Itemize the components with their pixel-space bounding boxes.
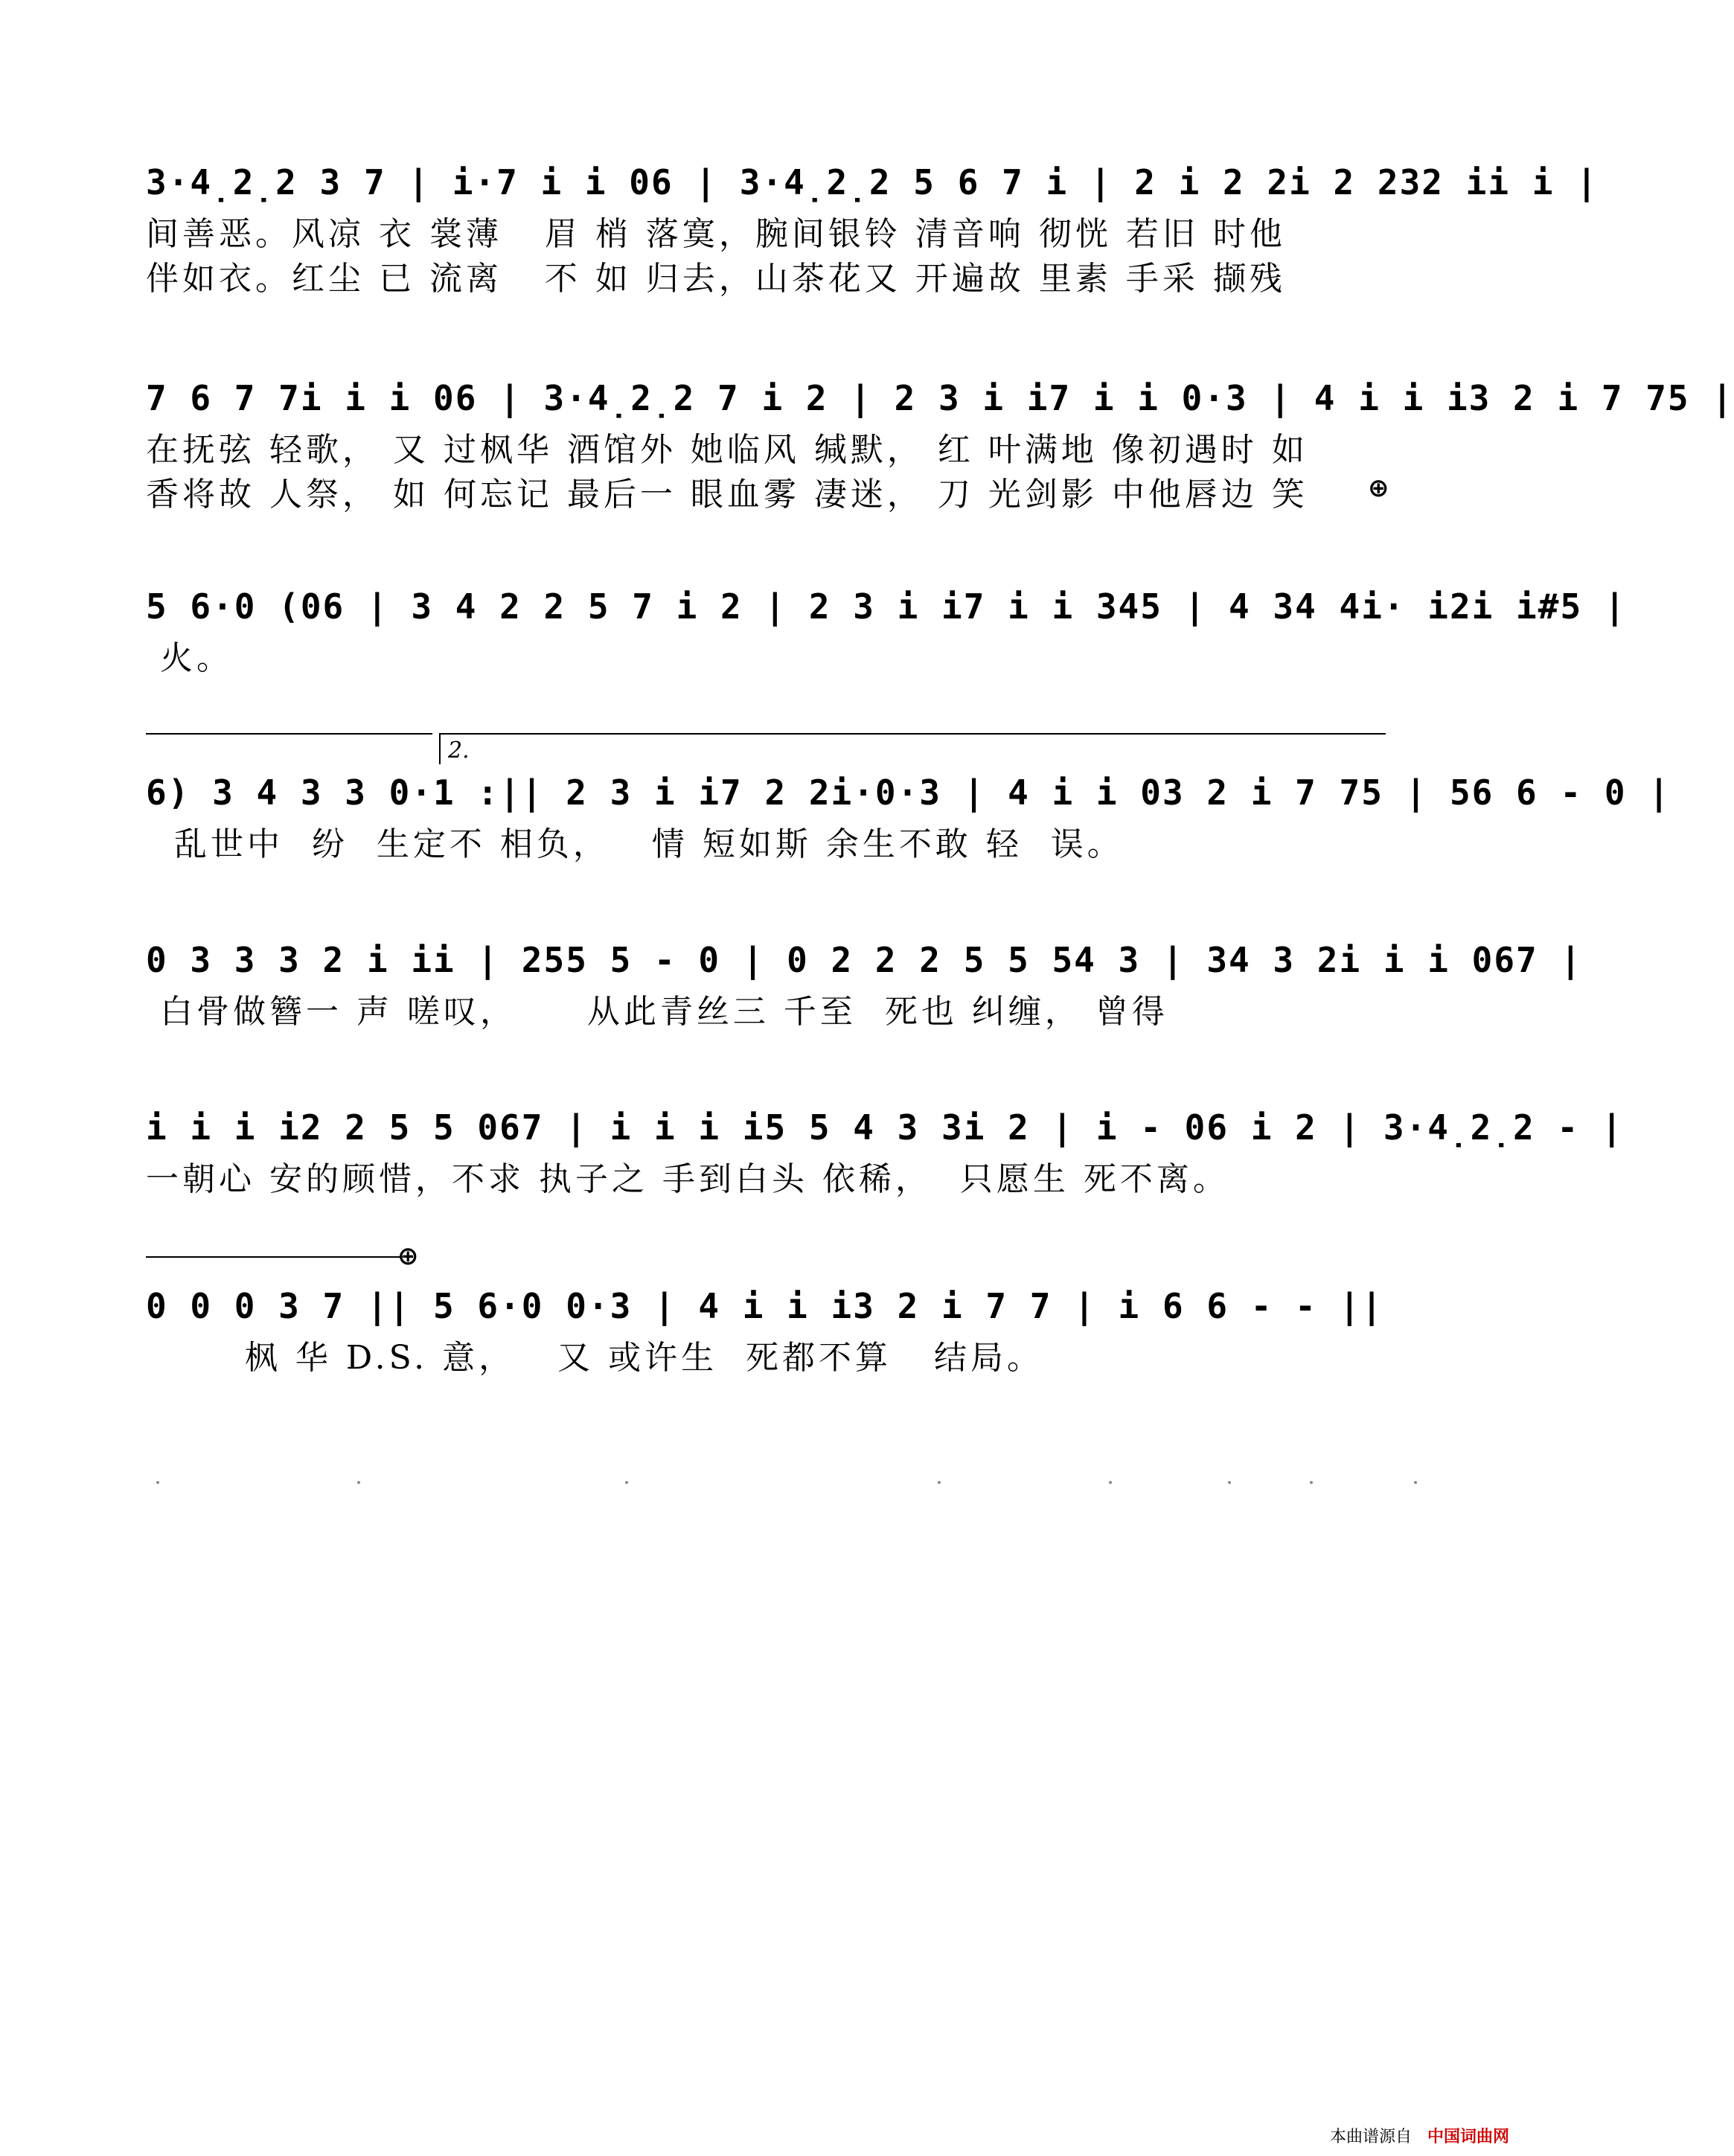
lyric-line-1: 间善恶。风凉 衣 裳薄 眉 梢 落寞，腕间银铃 清音响 彻恍 若旧 时他 [146, 215, 1286, 253]
scan-dots [149, 1481, 1377, 1485]
volta-label: 2. [448, 738, 470, 764]
notation-line: i i i i2 2 5 5 067 | i i i i5 5 4 3 3i 2 | i - 06 i 2 | 3·4̣2̣2 - | [146, 1107, 1624, 1148]
lyric-line-1: 枫 华 D.S. 意， 又 或许生 死都不算 结局。 [146, 1339, 1043, 1377]
notation-line: 3·4̣2̣2 3 7 | i·7 i i 06 | 3·4̣2̣2 5 6 7 i | 2 i 2 2i 2 232 ii i | [146, 162, 1599, 202]
footer-credit [1330, 2126, 1509, 2149]
lyric-line-2: 伴如衣。红尘 已 流离 不 如 归去，山茶花又 开遍故 里素 手采 撷残 [146, 260, 1286, 298]
staff-rule [146, 1256, 403, 1258]
coda-icon: ⊕ [397, 1241, 419, 1271]
volta-bracket [439, 733, 1386, 764]
notation-line: 0 3 3 3 2 i ii | 255 5 - 0 | 0 2 2 2 5 5 54 3 | 34 3 2i i i 067 | [146, 940, 1583, 980]
lyric-line-1: 白骨做簪一 声 嗟叹， 从此青丝三 千至 死也 纠缠， 曾得 [146, 993, 1168, 1031]
lyric-line-1: 在抚弦 轻歌， 又 过枫华 酒馆外 她临风 缄默， 红 叶满地 像初遇时 如 [146, 431, 1308, 469]
notation-line: 6) 3 4 3 3 0·1 :|| 2 3 i i7 2 2i·0·3 | 4 i i 03 2 i 7 75 | 56 6 - 0 | [146, 772, 1671, 813]
footer-site: 中国词曲网 [1427, 2128, 1509, 2146]
staff-rule [146, 733, 432, 735]
lyric-line-1: 一朝心 安的顾惜，不求 执子之 手到白头 依稀， 只愿生 死不离。 [146, 1160, 1229, 1198]
lyric-line-1: 火。 [146, 639, 233, 677]
coda-icon: ⊕ [1368, 473, 1389, 503]
notation-line: 0 0 0 3 7 || 5 6·0 0·3 | 4 i i i3 2 i 7 7 | i 6 6 - - || [146, 1286, 1383, 1326]
notation-line: 5 6·0 (06 | 3 4 2 2 5 7 i 2 | 2 3 i i7 i i 345 | 4 34 4i· i2i i#5 | [146, 586, 1627, 627]
footer-source: 本曲谱源自 [1329, 2128, 1412, 2146]
lyric-line-1: 乱世中 纷 生定不 相负， 情 短如斯 余生不敢 轻 误。 [146, 825, 1124, 863]
notation-line: 7 6 7 7i i i 06 | 3·4̣2̣2 7 i 2 | 2 3 i i7 i i 0·3 | 4 i i i3 2 i 7 75 | [146, 378, 1734, 418]
lyric-line-2: 香将故 人祭， 如 何忘记 最后一 眼血雾 凄迷， 刀 光剑影 中他唇边 笑 [146, 476, 1308, 514]
